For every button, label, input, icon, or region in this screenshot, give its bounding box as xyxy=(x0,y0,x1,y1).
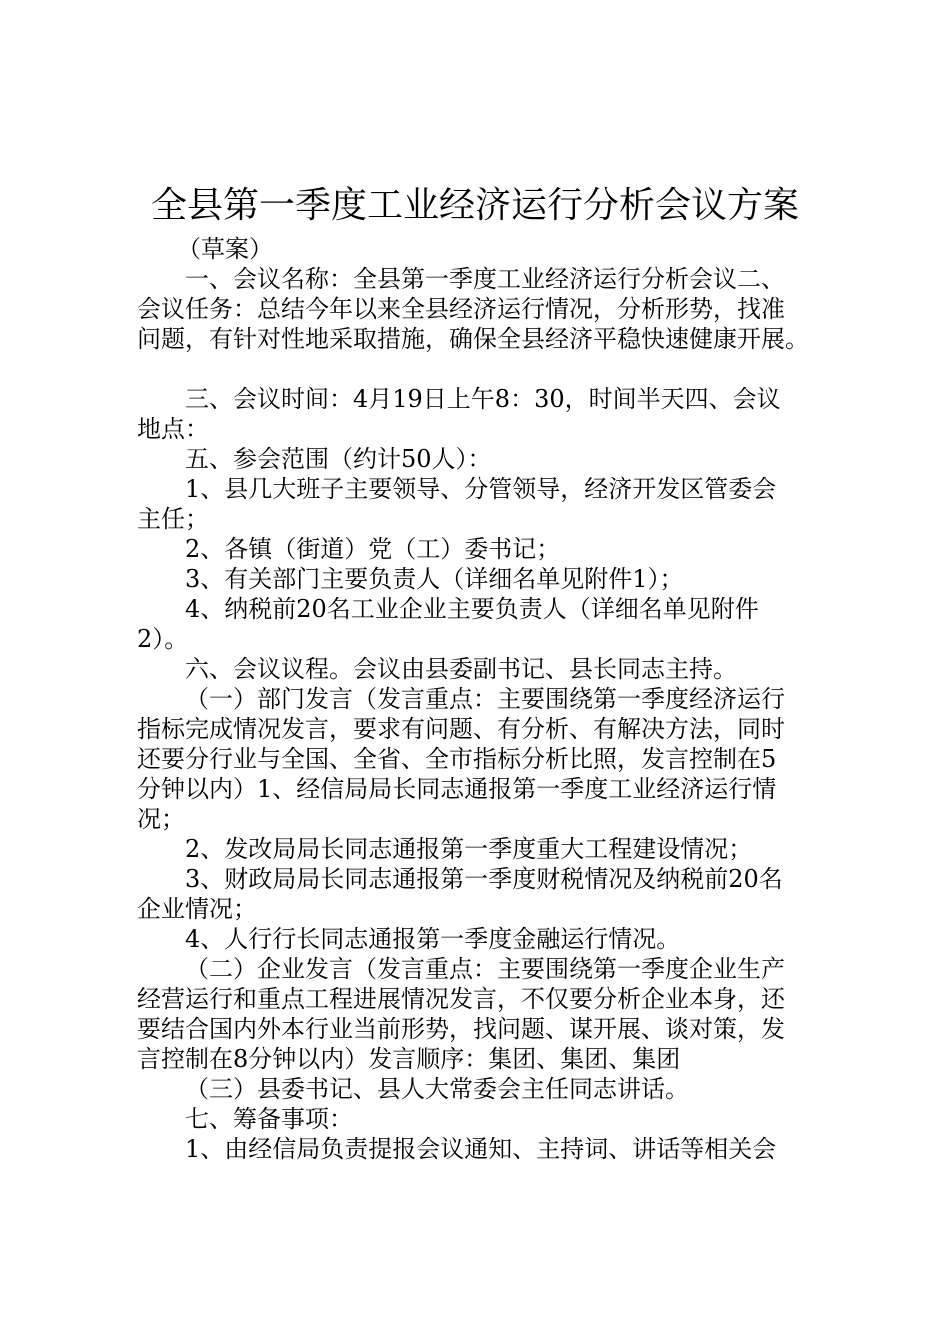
paragraph-line: 问题，有针对性地采取措施，确保全县经济平稳快速健康开展。 xyxy=(137,325,809,353)
paragraph-line: （三）县委书记、县人大常委会主任同志讲话。 xyxy=(185,1075,689,1103)
blank-line xyxy=(137,354,837,384)
paragraph-line: 2、各镇（街道）党（工）委书记； xyxy=(185,535,561,563)
paragraph-line: 会议任务：总结今年以来全县经济运行情况，分析形势，找准 xyxy=(137,295,785,323)
paragraph-line: 1、由经信局负责提报会议通知、主持词、讲话等相关会 xyxy=(185,1135,777,1163)
paragraph-line: 企业情况； xyxy=(137,895,257,923)
paragraph-line: 4、纳税前20名工业企业主要负责人（详细名单见附件 xyxy=(185,595,759,623)
paragraph-line: 分钟以内）1、经信局局长同志通报第一季度工业经济运行情 xyxy=(137,775,777,803)
paragraph-line: 三、会议时间：4月19日上午8：30，时间半天四、会议 xyxy=(185,385,781,413)
paragraph-line: 况； xyxy=(137,805,185,833)
paragraph-line: 还要分行业与全国、全省、全市指标分析比照，发言控制在5 xyxy=(137,745,777,773)
paragraph-line: 2）。 xyxy=(137,625,189,653)
paragraph-line: 要结合国内外本行业当前形势，找问题、谋开展、谈对策，发 xyxy=(137,1015,785,1043)
paragraph-line: 五、参会范围（约计50人）： xyxy=(185,445,492,473)
paragraph-line: 主任； xyxy=(137,505,209,533)
paragraph-line: （一）部门发言（发言重点：主要围绕第一季度经济运行 xyxy=(185,685,785,713)
paragraph-line: 六、会议议程。会议由县委副书记、县长同志主持。 xyxy=(185,655,737,683)
paragraph-line: 言控制在8分钟以内）发言顺序：集团、集团、集团 xyxy=(137,1045,681,1073)
paragraph-line: 一、会议名称：全县第一季度工业经济运行分析会议二、 xyxy=(185,265,785,293)
paragraph-line: 七、筹备事项： xyxy=(185,1105,353,1133)
paragraph-line: 1、县几大班子主要领导、分管领导，经济开发区管委会 xyxy=(185,475,777,503)
document-title: 全县第一季度工业经济运行分析会议方案 xyxy=(150,185,799,226)
paragraph-line: 3、有关部门主要负责人（详细名单见附件1）； xyxy=(185,565,684,593)
paragraph-line: 3、财政局局长同志通报第一季度财税情况及纳税前20名 xyxy=(185,865,783,893)
paragraph-line: 地点： xyxy=(137,415,209,443)
document-body xyxy=(137,234,837,1164)
paragraph-line: （二）企业发言（发言重点：主要围绕第一季度企业生产 xyxy=(185,955,785,983)
paragraph-line: 2、发改局局长同志通报第一季度重大工程建设情况； xyxy=(185,835,753,863)
draft-label: （草案） xyxy=(177,235,273,263)
paragraph-line: 指标完成情况发言，要求有问题、有分析、有解决方法，同时 xyxy=(137,715,785,743)
paragraph-line: 经营运行和重点工程进展情况发言，不仅要分析企业本身，还 xyxy=(137,985,785,1013)
paragraph-line: 4、人行行长同志通报第一季度金融运行情况。 xyxy=(185,925,681,953)
